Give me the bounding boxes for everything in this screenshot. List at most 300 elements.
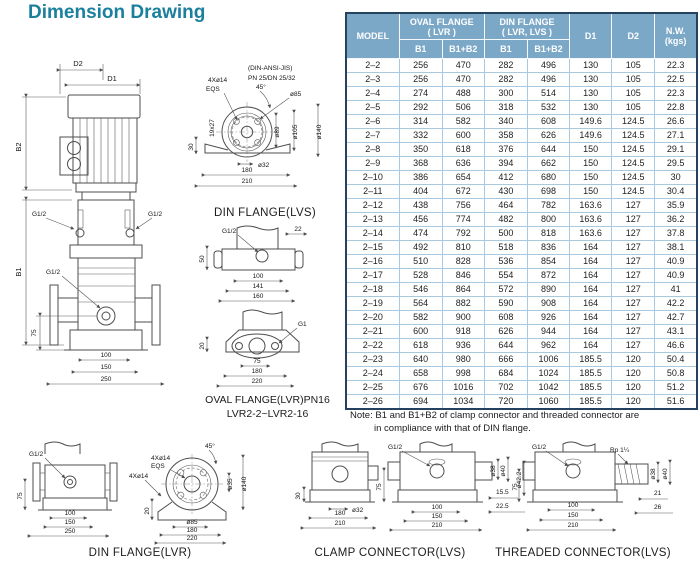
table-cell: 127 — [612, 241, 655, 255]
clamp-dim-100: 100 — [431, 504, 443, 511]
table-cell: 1024 — [527, 367, 569, 381]
clamp-dim-75: 75 — [376, 483, 383, 491]
table-cell: 800 — [527, 213, 569, 227]
oval-dim-141: 141 — [252, 283, 264, 290]
table-cell: 470 — [442, 73, 484, 87]
note-line1: Note: B1 and B1+B2 of clamp connector and threaded connector are — [350, 410, 640, 421]
table-cell: 2–20 — [346, 311, 399, 325]
din-lvs-pn-label: PN 25/DN 25/32 — [248, 75, 296, 82]
table-cell: 164 — [570, 255, 612, 269]
col-b1b2-oval: B1+B2 — [442, 40, 484, 59]
table-cell: 256 — [399, 73, 442, 87]
col-model: MODEL — [346, 13, 399, 59]
table-cell: 120 — [612, 381, 655, 395]
din-lvr-g12-label: G1/2 — [29, 451, 44, 458]
table-cell: 26.6 — [655, 115, 697, 129]
table-cell: 626 — [527, 129, 569, 143]
col-din-flange — [484, 13, 569, 40]
table-cell: 386 — [399, 171, 442, 185]
din-lvs-eqs-label: EQS — [206, 86, 220, 93]
table-cell: 546 — [399, 283, 442, 297]
table-cell: 582 — [442, 115, 484, 129]
table-cell: 37.8 — [655, 227, 697, 241]
table-cell: 30.4 — [655, 185, 697, 199]
oval-flange-caption — [185, 393, 350, 421]
pump-g12-left-label: G1/2 — [32, 211, 47, 218]
table-cell: 164 — [570, 339, 612, 353]
table-cell: 818 — [527, 227, 569, 241]
table-cell: 340 — [484, 115, 527, 129]
table-cell: 29.1 — [655, 143, 697, 157]
table-cell: 2–26 — [346, 395, 399, 410]
table-cell: 22.3 — [655, 59, 697, 73]
din-lvs-slot-label: 19x27 — [209, 119, 216, 137]
threaded-dim-21: 21 — [654, 490, 662, 497]
table-cell: 127 — [612, 339, 655, 353]
table-cell: 404 — [399, 185, 442, 199]
table-cell: 608 — [484, 311, 527, 325]
din-flange-header-line2: ( LVR, LVS ) — [501, 26, 553, 37]
table-cell: 600 — [399, 325, 442, 339]
note-line2: in compliance with that of DIN flange. — [374, 423, 531, 434]
oval-dim-75: 75 — [253, 358, 261, 365]
table-note — [350, 409, 639, 435]
din-lvr-bolt-eqs-label: 4Xø14 — [151, 455, 171, 462]
din-lvr-d85-label: ø85 — [186, 519, 198, 526]
table-cell: 50.8 — [655, 367, 697, 381]
table-cell: 150 — [570, 143, 612, 157]
table-cell: 350 — [399, 143, 442, 157]
table-cell: 164 — [570, 241, 612, 255]
table-cell: 41 — [655, 283, 697, 297]
table-cell: 185.5 — [570, 381, 612, 395]
table-body — [346, 59, 697, 410]
nw-header-line2: (kgs) — [664, 36, 687, 46]
din-lvs-bolt-label: 4Xø14 — [208, 77, 228, 84]
table-cell: 163.6 — [570, 227, 612, 241]
pump-dim-250: 250 — [100, 376, 112, 383]
table-cell: 164 — [570, 325, 612, 339]
din-lvr-dim-150: 150 — [64, 519, 76, 526]
clamp-connector-drawing — [240, 440, 530, 546]
table-cell: 2–3 — [346, 73, 399, 87]
table-cell: 163.6 — [570, 199, 612, 213]
table-cell: 127 — [612, 213, 655, 227]
table-row — [346, 381, 697, 395]
table-cell: 2–22 — [346, 339, 399, 353]
din-lvs-d140-label: ø140 — [316, 124, 323, 140]
clamp-dim-30: 30 — [295, 492, 302, 500]
table-cell: 46.6 — [655, 339, 697, 353]
oval-dim-50: 50 — [199, 255, 206, 263]
table-cell: 105 — [612, 101, 655, 115]
table-cell: 918 — [442, 325, 484, 339]
table-cell: 532 — [527, 101, 569, 115]
table-cell: 600 — [442, 129, 484, 143]
din-flange-lvr-caption: DIN FLANGE(LVR) — [88, 547, 192, 559]
table-cell: 185.5 — [570, 353, 612, 367]
table-cell: 22.3 — [655, 87, 697, 101]
table-cell: 962 — [527, 339, 569, 353]
table-row — [346, 325, 697, 339]
din-lvr-dim-250: 250 — [64, 528, 76, 535]
table-cell: 666 — [484, 353, 527, 367]
table-cell: 2–14 — [346, 227, 399, 241]
table-cell: 2–19 — [346, 297, 399, 311]
din-lvs-dim-30: 30 — [188, 143, 195, 151]
table-cell: 50.4 — [655, 353, 697, 367]
oval-g1-label: G1 — [298, 321, 307, 328]
table-cell: 438 — [399, 199, 442, 213]
clamp-dim-210-left: 210 — [334, 520, 346, 527]
table-cell: 636 — [442, 157, 484, 171]
table-cell: 358 — [484, 129, 527, 143]
table-cell: 1042 — [527, 381, 569, 395]
din-lvs-dim-180: 180 — [241, 167, 253, 174]
din-lvs-angle-label: 45° — [256, 84, 266, 91]
din-flange-header-line1: DIN FLANGE — [499, 16, 555, 27]
clamp-g12-label: G1/2 — [388, 444, 403, 451]
oval-flange-caption-line1: OVAL FLANGE(LVR)PN16 — [205, 394, 330, 406]
table-cell: 474 — [399, 227, 442, 241]
din-flange-lvs-caption: DIN FLANGE(LVS) — [213, 207, 317, 219]
din-lvs-d85-label: ø85 — [290, 91, 302, 98]
din-lvr-dim-75: 75 — [17, 492, 24, 500]
table-cell: 2–10 — [346, 171, 399, 185]
table-cell: 314 — [399, 115, 442, 129]
threaded-connector-drawing — [512, 440, 700, 546]
table-cell: 626 — [484, 325, 527, 339]
table-cell: 2–25 — [346, 381, 399, 395]
table-cell: 124.5 — [612, 157, 655, 171]
table-cell: 43.1 — [655, 325, 697, 339]
table-cell: 318 — [484, 101, 527, 115]
pump-dim-b2: B2 — [14, 142, 23, 152]
table-cell: 720 — [484, 395, 527, 410]
table-cell: 926 — [527, 311, 569, 325]
table-row — [346, 395, 697, 410]
dimension-table — [345, 12, 698, 410]
table-cell: 105 — [612, 87, 655, 101]
table-cell: 127 — [612, 227, 655, 241]
col-b1-din: B1 — [484, 40, 527, 59]
col-b1b2-din: B1+B2 — [527, 40, 569, 59]
table-cell: 554 — [484, 269, 527, 283]
oval-flange-header-line2: ( LVR ) — [427, 26, 456, 37]
table-cell: 127 — [612, 269, 655, 283]
table-cell: 2–24 — [346, 367, 399, 381]
table-cell: 124.5 — [612, 115, 655, 129]
table-cell: 496 — [527, 73, 569, 87]
din-lvs-standard-label: (DIN-ANSI-JIS) — [248, 65, 293, 72]
din-lvr-dim-220: 220 — [186, 535, 198, 542]
table-cell: 2–7 — [346, 129, 399, 143]
table-cell: 774 — [442, 213, 484, 227]
clamp-d32-label: ø32 — [352, 507, 364, 514]
table-cell: 672 — [442, 185, 484, 199]
clamp-dim-210: 210 — [431, 522, 443, 529]
table-cell: 150 — [570, 185, 612, 199]
table-row — [346, 101, 697, 115]
threaded-g12-label: G1/2 — [532, 444, 547, 451]
threaded-dim-150: 150 — [567, 512, 579, 519]
table-cell: 644 — [484, 339, 527, 353]
table-cell: 756 — [442, 199, 484, 213]
table-cell: 464 — [484, 199, 527, 213]
din-lvr-bolt2-label: 4Xø14 — [129, 473, 149, 480]
table-cell: 164 — [570, 297, 612, 311]
table-cell: 482 — [484, 213, 527, 227]
table-cell: 2–12 — [346, 199, 399, 213]
table-cell: 256 — [399, 59, 442, 73]
table-cell: 582 — [399, 311, 442, 325]
oval-dim-160: 160 — [252, 293, 264, 300]
table-cell: 492 — [399, 241, 442, 255]
table-cell: 908 — [527, 297, 569, 311]
table-cell: 564 — [399, 297, 442, 311]
threaded-dim-210: 210 — [567, 522, 579, 529]
din-lvs-d32-label: ø32 — [258, 162, 270, 169]
table-cell: 127 — [612, 311, 655, 325]
table-cell: 608 — [527, 115, 569, 129]
table-row — [346, 339, 697, 353]
table-cell: 274 — [399, 87, 442, 101]
table-cell: 662 — [527, 157, 569, 171]
table-row — [346, 311, 697, 325]
table-cell: 640 — [399, 353, 442, 367]
table-cell: 2–6 — [346, 115, 399, 129]
table-cell: 22.5 — [655, 73, 697, 87]
table-cell: 676 — [399, 381, 442, 395]
table-cell: 120 — [612, 353, 655, 367]
col-oval-flange — [399, 13, 484, 40]
pump-dim-150: 150 — [100, 364, 112, 371]
table-cell: 782 — [527, 199, 569, 213]
clamp-dim-180: 180 — [334, 510, 346, 517]
table-row — [346, 199, 697, 213]
table-cell: 2–9 — [346, 157, 399, 171]
clamp-dim-150: 150 — [431, 513, 443, 520]
din-lvr-dim-100: 100 — [64, 510, 76, 517]
table-cell: 900 — [442, 311, 484, 325]
table-cell: 130 — [570, 101, 612, 115]
table-cell: 618 — [442, 143, 484, 157]
oval-dim-20: 20 — [199, 342, 206, 350]
table-cell: 127 — [612, 199, 655, 213]
table-cell: 164 — [570, 311, 612, 325]
table-cell: 658 — [399, 367, 442, 381]
pump-front-view-drawing — [12, 50, 187, 390]
threaded-dim-100: 100 — [567, 502, 579, 509]
din-lvs-d89-label: ø89 — [274, 126, 281, 138]
table-cell: 2–18 — [346, 283, 399, 297]
table-cell: 810 — [442, 241, 484, 255]
table-cell: 282 — [484, 73, 527, 87]
table-row — [346, 157, 697, 171]
table-cell: 150 — [570, 171, 612, 185]
table-cell: 127 — [612, 325, 655, 339]
table-cell: 2–8 — [346, 143, 399, 157]
pump-dim-d1: D1 — [107, 74, 117, 83]
table-cell: 980 — [442, 353, 484, 367]
table-cell: 130 — [570, 87, 612, 101]
table-cell: 518 — [484, 241, 527, 255]
pump-dim-d2: D2 — [73, 59, 83, 68]
table-cell: 394 — [484, 157, 527, 171]
table-cell: 368 — [399, 157, 442, 171]
table-cell: 890 — [527, 283, 569, 297]
pump-dim-100: 100 — [100, 352, 112, 359]
table-cell: 163.6 — [570, 213, 612, 227]
oval-g12-label: G1/2 — [222, 228, 237, 235]
table-cell: 488 — [442, 87, 484, 101]
table-cell: 124.5 — [612, 185, 655, 199]
col-d2: D2 — [612, 13, 655, 59]
nw-header-line1: N.W. — [665, 26, 686, 36]
table-cell: 412 — [484, 171, 527, 185]
table-row — [346, 115, 697, 129]
oval-flange-drawing — [195, 224, 345, 392]
table-cell: 792 — [442, 227, 484, 241]
table-cell: 944 — [527, 325, 569, 339]
table-cell: 680 — [527, 171, 569, 185]
table-cell: 300 — [484, 87, 527, 101]
pump-dim-75: 75 — [31, 329, 38, 337]
clamp-dim-22-5: 22.5 — [496, 503, 509, 510]
table-cell: 2–4 — [346, 87, 399, 101]
table-cell: 22.8 — [655, 101, 697, 115]
table-cell: 30 — [655, 171, 697, 185]
table-cell: 430 — [484, 185, 527, 199]
table-cell: 120 — [612, 395, 655, 410]
din-lvs-dim-210: 210 — [241, 178, 253, 185]
table-cell: 127 — [612, 283, 655, 297]
table-row — [346, 129, 697, 143]
table-cell: 51.2 — [655, 381, 697, 395]
table-cell: 2–2 — [346, 59, 399, 73]
table-cell: 27.1 — [655, 129, 697, 143]
table-row — [346, 73, 697, 87]
table-cell: 124.5 — [612, 143, 655, 157]
table-cell: 149.6 — [570, 129, 612, 143]
table-cell: 456 — [399, 213, 442, 227]
threaded-d38-label: ø38 — [650, 468, 657, 480]
table-row — [346, 59, 697, 73]
table-row — [346, 241, 697, 255]
din-lvs-d105-label: ø105 — [292, 124, 299, 140]
table-cell: 506 — [442, 101, 484, 115]
table-cell: 124.5 — [612, 129, 655, 143]
table-row — [346, 185, 697, 199]
table-cell: 130 — [570, 73, 612, 87]
oval-flange-header-line1: OVAL FLANGE — [409, 16, 474, 27]
threaded-dim-26: 26 — [654, 504, 662, 511]
table-cell: 470 — [442, 59, 484, 73]
din-flange-lvs-drawing — [190, 58, 342, 203]
threaded-connector-caption: THREADED CONNECTOR(LVS) — [495, 547, 671, 559]
table-row — [346, 255, 697, 269]
pump-g12-center-label: G1/2 — [46, 269, 61, 276]
table-cell: 185.5 — [570, 395, 612, 410]
table-cell: 130 — [570, 59, 612, 73]
table-cell: 35.9 — [655, 199, 697, 213]
table-cell: 40.9 — [655, 255, 697, 269]
table-cell: 150 — [570, 157, 612, 171]
table-cell: 654 — [442, 171, 484, 185]
pump-g12-right-label: G1/2 — [148, 211, 163, 218]
page-title: Dimension Drawing — [28, 2, 206, 23]
oval-dim-180: 180 — [251, 368, 263, 375]
table-cell: 120 — [612, 367, 655, 381]
table-row — [346, 227, 697, 241]
clamp-d40-label: ø40 — [500, 465, 507, 477]
table-cell: 500 — [484, 227, 527, 241]
table-header — [346, 13, 697, 59]
table-row — [346, 353, 697, 367]
din-lvr-d35-label: ø35 — [227, 478, 234, 490]
table-cell: 618 — [399, 339, 442, 353]
table-cell: 936 — [442, 339, 484, 353]
table-cell: 42.2 — [655, 297, 697, 311]
table-cell: 2–17 — [346, 269, 399, 283]
table-cell: 698 — [527, 185, 569, 199]
table-cell: 38.1 — [655, 241, 697, 255]
clamp-d42-2-label: ø42.2 — [516, 471, 523, 489]
table-cell: 2–15 — [346, 241, 399, 255]
table-cell: 496 — [527, 59, 569, 73]
table-cell: 1034 — [442, 395, 484, 410]
table-cell: 127 — [612, 297, 655, 311]
din-lvr-dim-180: 180 — [186, 527, 198, 534]
col-nw — [655, 13, 697, 59]
table-row — [346, 87, 697, 101]
table-cell: 864 — [442, 283, 484, 297]
table-cell: 2–11 — [346, 185, 399, 199]
clamp-connector-caption: CLAMP CONNECTOR(LVS) — [314, 547, 466, 559]
oval-dim-100: 100 — [252, 273, 264, 280]
table-cell: 1006 — [527, 353, 569, 367]
table-row — [346, 213, 697, 227]
table-cell: 2–21 — [346, 325, 399, 339]
table-cell: 854 — [527, 255, 569, 269]
table-row — [346, 143, 697, 157]
oval-dim-220: 220 — [251, 378, 263, 385]
oval-dim-22: 22 — [294, 226, 302, 233]
table-cell: 164 — [570, 283, 612, 297]
table-row — [346, 171, 697, 185]
table-cell: 51.6 — [655, 395, 697, 410]
table-cell: 572 — [484, 283, 527, 297]
table-cell: 510 — [399, 255, 442, 269]
table-cell: 164 — [570, 269, 612, 283]
table-cell: 292 — [399, 101, 442, 115]
col-b1-oval: B1 — [399, 40, 442, 59]
threaded-dim-75: 75 — [512, 483, 519, 491]
table-cell: 2–13 — [346, 213, 399, 227]
table-cell: 836 — [527, 241, 569, 255]
table-cell: 2–23 — [346, 353, 399, 367]
din-flange-lvr-drawing — [5, 440, 255, 546]
table-cell: 127 — [612, 255, 655, 269]
table-cell: 105 — [612, 73, 655, 87]
table-cell: 882 — [442, 297, 484, 311]
table-row — [346, 367, 697, 381]
table-row — [346, 297, 697, 311]
table-cell: 684 — [484, 367, 527, 381]
table-cell: 590 — [484, 297, 527, 311]
table-cell: 42.7 — [655, 311, 697, 325]
din-lvr-d140-label: ø140 — [241, 476, 248, 492]
